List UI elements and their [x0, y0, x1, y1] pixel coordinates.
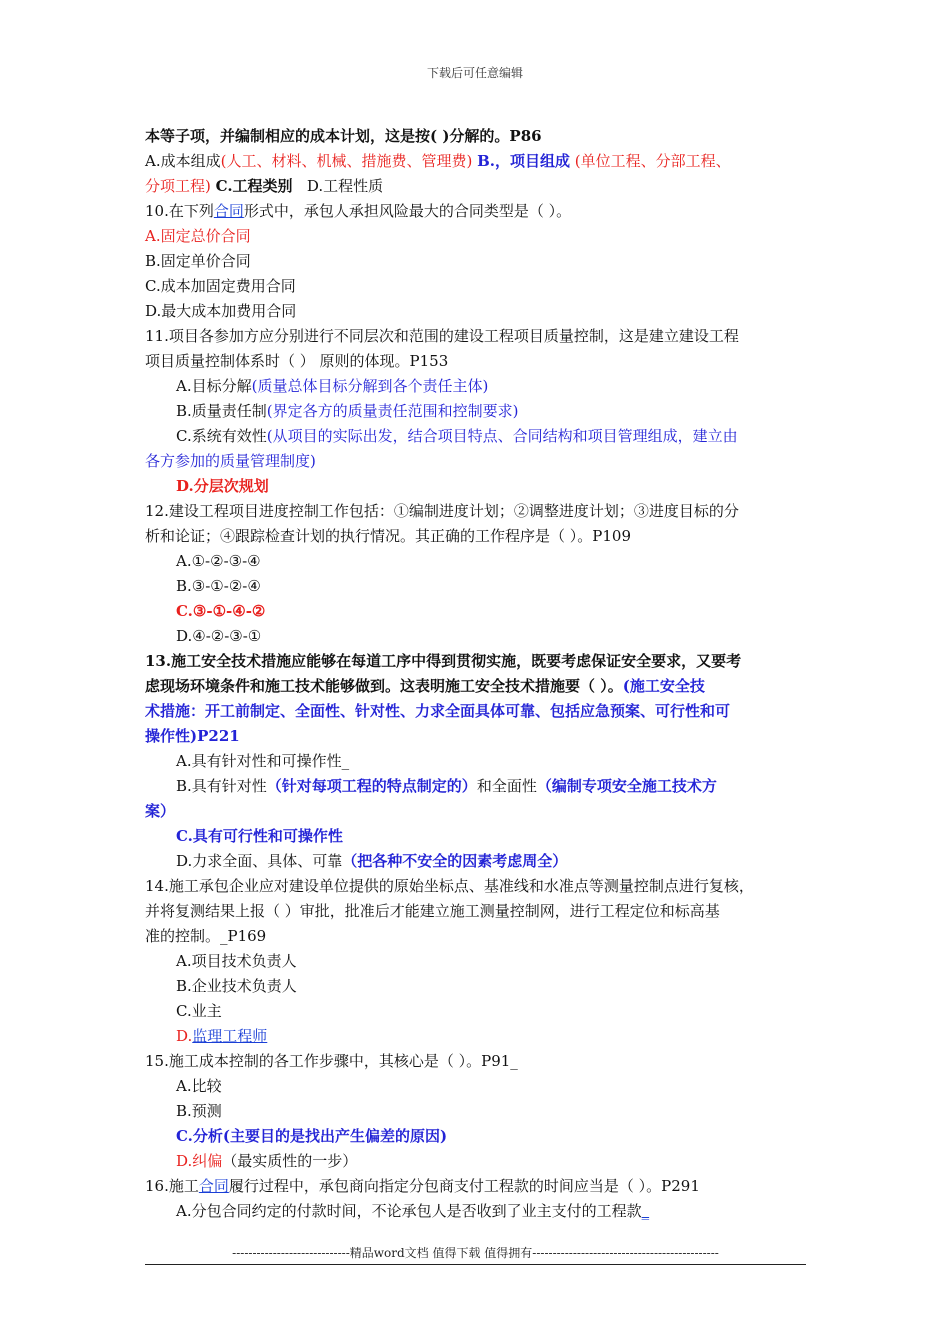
- q14-option-d: [145, 1024, 817, 1049]
- q10-option-b: B.固定单价合同: [145, 252, 251, 270]
- q12-option-d: D.④-②-③-①: [176, 627, 262, 645]
- q13-option-b-note-2: （编制专项安全施工技术方: [536, 777, 717, 795]
- q12-option-c: C.③-①-④-②: [176, 602, 266, 620]
- q13-option-b: [145, 774, 817, 799]
- q9-option-a-note: (人工、材料、机械、措施费、管理费): [220, 152, 473, 170]
- q9-option-a-label: A.成本组成: [145, 152, 221, 170]
- page-header: 下载后可任意编辑: [426, 66, 523, 80]
- q14-option-d-label: D.: [176, 1027, 193, 1045]
- q11-option-c-note: (从项目的实际出发，结合项目特点、合同结构和项目管理组成，建立由: [266, 427, 738, 445]
- q11-option-b-label: B.质量责任制: [176, 402, 267, 420]
- q9-options-line-1: [145, 149, 817, 174]
- q9-option-d: D.工程性质: [306, 177, 384, 195]
- q12-stem-1: 12.建设工程项目进度控制工作包括：①编制进度计划；②调整进度计划；③进度目标的分: [145, 502, 739, 520]
- q16-stem-text: 16.施工: [145, 1177, 199, 1195]
- q9-option-b-note-cont: 分项工程): [145, 177, 211, 195]
- q11-option-a-label: A.目标分解: [176, 377, 252, 395]
- q9-stem: 本等子项，并编制相应的成本计划，这是按( )分解的。P86: [145, 127, 542, 145]
- q10-stem-text: 10.在下列: [145, 202, 214, 220]
- q14-option-c: C.业主: [176, 1002, 222, 1020]
- q10-option-d: D.最大成本加费用合同: [145, 302, 297, 320]
- q12-option-b: B.③-①-②-④: [176, 577, 261, 595]
- q13-option-d-note: （把各种不安全的因素考虑周全）: [342, 852, 568, 870]
- q15-option-d: [145, 1149, 817, 1174]
- q13-stem-1: 13.施工安全技术措施应能够在每道工序中得到贯彻实施，既要考虑保证安全要求，又要考: [145, 652, 742, 670]
- q9-option-b-note: (单位工程、分部工程、: [574, 152, 731, 170]
- q15-option-d-label: D.纠偏: [176, 1152, 223, 1170]
- q13-option-a: A.具有针对性和可操作性_: [176, 752, 350, 770]
- q14-option-a: A.项目技术负责人: [176, 952, 297, 970]
- q13-note-line-2: 操作性)P221: [145, 727, 240, 745]
- q15-stem: 15.施工成本控制的各工作步骤中，其核心是（ ）。P91_: [145, 1052, 518, 1070]
- q15-option-b: B.预测: [176, 1102, 222, 1120]
- q13-option-b-label: B.具有针对性: [176, 777, 267, 795]
- q9-option-c: C.工程类别: [215, 177, 293, 195]
- q12-stem-2: 析和论证；④跟踪检查计划的执行情况。其正确的工作程序是（ ）。P109: [145, 527, 631, 545]
- q13-stem-2: [145, 674, 817, 699]
- q16-contract-link[interactable]: 合同: [198, 1177, 229, 1195]
- q9-option-b-label: B.，项目组成: [477, 152, 571, 170]
- q15-option-d-note: （最实质性的一步）: [222, 1152, 358, 1170]
- q15-option-a: A.比较: [176, 1077, 222, 1095]
- q16-stem-text-cont: 履行过程中，承包商向指定分包商支付工程款的时间应当是（ ）。P291: [228, 1177, 700, 1195]
- q10-option-a: A.固定总价合同: [145, 227, 251, 245]
- q16-option-a-text: A.分包合同约定的付款时间，不论承包人是否收到了业主支付的工程款: [176, 1202, 642, 1220]
- q11-option-a-note: (质量总体目标分解到各个责任主体): [251, 377, 489, 395]
- q16-stem: [145, 1174, 817, 1199]
- q14-stem-2: 并将复测结果上报（ ）审批，批准后才能建立施工测量控制网，进行工程定位和标高基: [145, 902, 720, 920]
- q11-option-d: D.分层次规划: [176, 477, 269, 495]
- document-body: [145, 124, 817, 1224]
- q10-option-c: C.成本加固定费用合同: [145, 277, 296, 295]
- q13-option-d: [145, 849, 817, 874]
- q11-option-b-note: (界定各方的质量责任范围和控制要求): [266, 402, 519, 420]
- q15-option-c: C.分析(主要目的是找出产生偏差的原因): [176, 1127, 448, 1145]
- q11-stem-2: 项目质量控制体系时（ ） 原则的体现。P153: [145, 352, 449, 370]
- q13-option-b-note-1: （针对每项工程的特点制定的）: [266, 777, 477, 795]
- q14-stem-1: 14.施工承包企业应对建设单位提供的原始坐标点、基准线和水准点等测量控制点进行复核，: [145, 877, 754, 895]
- q10-stem-text-cont: 形式中，承包人承担风险最大的合同类型是（ ）。: [243, 202, 572, 220]
- q14-supervisor-link[interactable]: 监理工程师: [192, 1027, 268, 1045]
- q13-option-b-mid: 和全面性: [476, 777, 537, 795]
- q10-contract-link[interactable]: 合同: [213, 202, 244, 220]
- q13-stem-2-text: 虑现场环境条件和施工技术能够做到。这表明施工安全技术措施要（ ）。: [145, 677, 623, 695]
- q11-option-c: [145, 424, 817, 449]
- q11-option-c-note-cont: 各方参加的质量管理制度): [145, 452, 316, 470]
- q12-option-a: A.①-②-③-④: [176, 552, 261, 570]
- q13-option-c: C.具有可行性和可操作性: [176, 827, 343, 845]
- q11-option-a: [145, 374, 817, 399]
- q11-option-b: [145, 399, 817, 424]
- q11-stem-1: 11.项目各参加方应分别进行不同层次和范围的建设工程项目质量控制，这是建立建设工程: [145, 327, 739, 345]
- q16-option-a-link[interactable]: _: [641, 1202, 650, 1220]
- q13-option-b-note-cont: 案）: [145, 802, 176, 820]
- q14-option-b: B.企业技术负责人: [176, 977, 297, 995]
- page-footer: -----------------------------精品word文档 值得下载 值得拥有----------------------------------------------: [145, 1244, 806, 1265]
- q13-note-line-1: 术措施：开工前制定、全面性、针对性、力求全面具体可靠、包括应急预案、可行性和可: [145, 702, 731, 720]
- q13-option-d-label: D.力求全面、具体、可靠: [176, 852, 343, 870]
- q14-stem-3: 准的控制。_P169: [145, 927, 267, 945]
- q11-option-c-label: C.系统有效性: [176, 427, 267, 445]
- q13-note-start: (施工安全技: [622, 677, 705, 695]
- q9-options-line-2: [145, 174, 817, 199]
- q16-option-a: [145, 1199, 817, 1224]
- q10-stem: [145, 199, 817, 224]
